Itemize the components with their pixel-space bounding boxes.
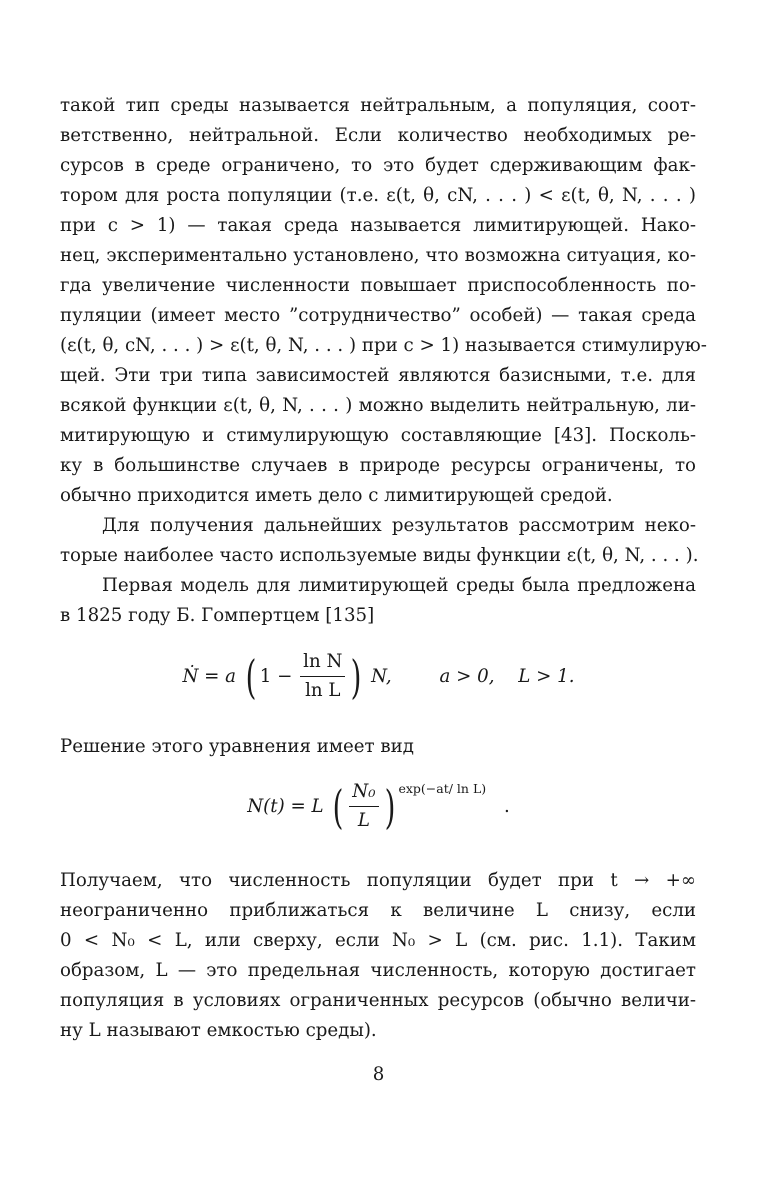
eq1-condition-a: a > 0,	[439, 665, 495, 687]
text-block-conclusion	[60, 866, 696, 1046]
eq1-lhs: Ṅ = a	[182, 665, 237, 687]
eq1-one-minus: 1 −	[259, 665, 293, 687]
eq2-period: .	[503, 795, 510, 817]
right-paren: )	[384, 779, 395, 834]
text-line: гда увеличение численности повышает приспособленность по-	[60, 275, 696, 296]
eq1-numerator: ln N	[300, 650, 345, 677]
paragraph-environment-types	[60, 91, 707, 511]
paragraph-gompertz-intro	[60, 571, 696, 631]
text-line: (ε(t, θ, cN, . . . ) > ε(t, θ, N, . . . ) при c > 1) называется стимулирую-	[60, 335, 707, 356]
left-paren: (	[245, 649, 257, 704]
eq2-numerator: N₀	[349, 780, 378, 807]
text-line: нец, экспериментально установлено, что возможна ситуация, ко-	[60, 245, 696, 266]
text-block-solution	[60, 732, 696, 762]
text-line: такой тип среды называется нейтральным, а популяция, соот-	[60, 95, 696, 116]
text-line: 0 < N₀ < L, или сверху, если N₀ > L (см. рис. 1.1). Таким	[60, 930, 696, 951]
equation-gompertz	[0, 650, 757, 703]
text-line: щей. Эти три типа зависимостей являются базисными, т.е. для	[60, 365, 696, 386]
eq1-after: N,	[371, 665, 392, 687]
eq1-condition-l: L > 1.	[518, 665, 575, 687]
text-line: торые наиболее часто используемые виды функции ε(t, θ, N, . . . ).	[60, 545, 699, 566]
text-line: Первая модель для лимитирующей среды была предложена	[102, 575, 696, 596]
text-line: митирующую и стимулирующую составляющие [43]. Посколь-	[60, 425, 696, 446]
text-line: ну L называют емкостью среды).	[60, 1020, 377, 1041]
text-block-top	[60, 91, 707, 631]
text-line: неограниченно приближаться к величине L снизу, если	[60, 900, 696, 921]
left-paren: (	[332, 779, 344, 834]
page-number: 8	[372, 1064, 385, 1085]
eq2-denominator: L	[357, 810, 370, 831]
equation-solution	[0, 780, 757, 833]
text-line: тором для роста популяции (т.е. ε(t, θ, cN, . . . ) < ε(t, θ, N, . . . )	[60, 185, 696, 206]
text-line: обычно приходится иметь дело с лимитирующей средой.	[60, 485, 613, 506]
eq1-denominator: ln L	[305, 680, 341, 701]
eq2-lhs: N(t) = L	[247, 795, 324, 817]
text-line: Для получения дальнейших результатов рассмотрим неко-	[102, 515, 696, 536]
text-line: популяция в условиях ограниченных ресурсов (обычно величи-	[60, 990, 696, 1011]
right-paren: )	[350, 649, 362, 704]
text-line: в 1825 году Б. Гомпертцем [135]	[60, 605, 375, 626]
text-line: сурсов в среде ограничено, то это будет сдерживающим фак-	[60, 155, 696, 176]
text-line: при c > 1) — такая среда называется лимитирующей. Нако-	[60, 215, 696, 236]
text-line: всякой функции ε(t, θ, N, . . . ) можно выделить нейтральную, ли-	[60, 395, 696, 416]
paragraph-function-types	[60, 511, 699, 571]
text-line: пуляции (имеет место ”сотрудничество” особей) — такая среда	[60, 305, 696, 326]
text-line: ветственно, нейтральной. Если количество необходимых ре-	[60, 125, 696, 146]
paragraph-solution-intro: Решение этого уравнения имеет вид	[60, 736, 414, 757]
text-line: образом, L — это предельная численность, которую достигает	[60, 960, 696, 981]
text-line: Получаем, что численность популяции будет при t → +∞	[60, 870, 696, 891]
eq1-fraction	[300, 650, 345, 703]
text-line: ку в большинстве случаев в природе ресурсы ограничены, то	[60, 455, 696, 476]
eq2-exponent: exp(−at/ ln L)	[398, 781, 487, 796]
eq2-fraction	[349, 780, 378, 833]
